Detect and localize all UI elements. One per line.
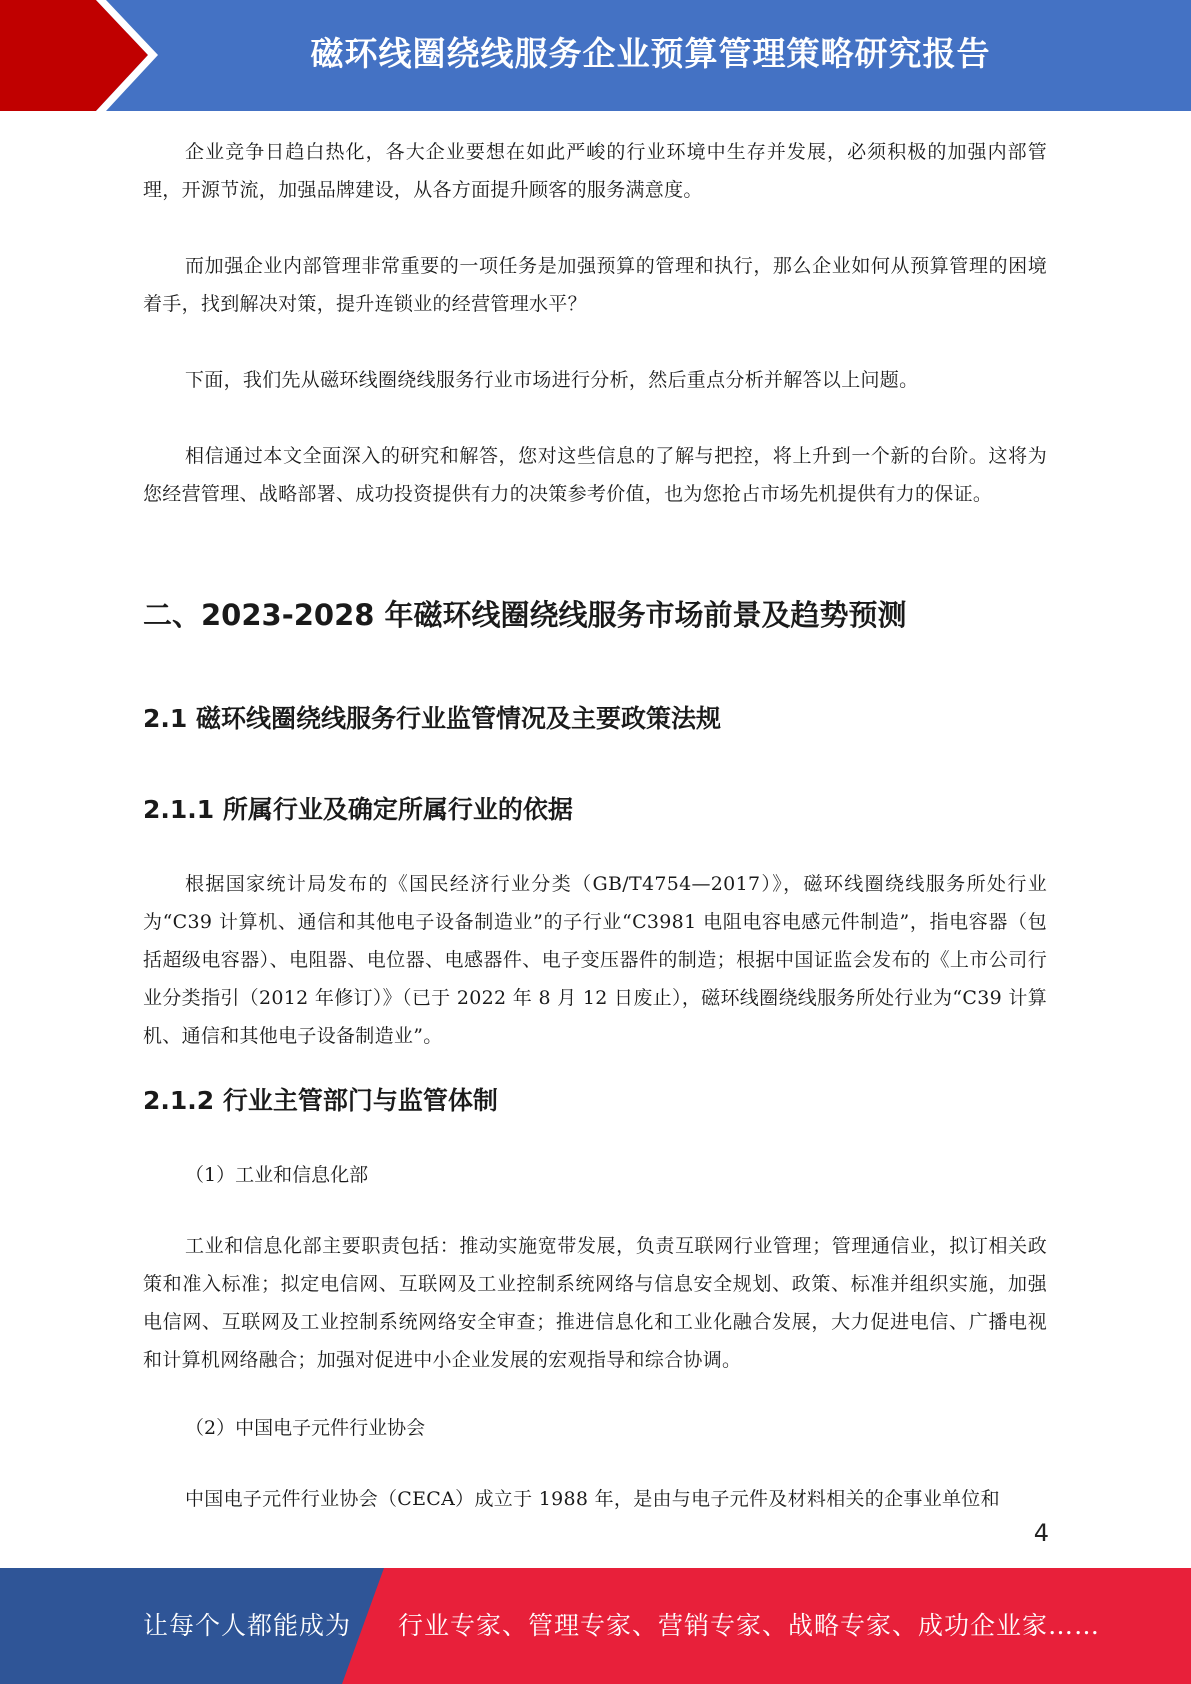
ceca-block	[143, 1480, 1047, 1518]
miit-duties-paragraph: 工业和信息化部主要职责包括：推动实施宽带发展，负责互联网行业管理；管理通信业，拟订相关政策和准入标准；拟定电信网、互联网及工业控制系统网络与信息安全规划、政策、标准并组织实施，加强电信网、互联网及工业控制系统网络安全审查；推进信息化和工业化融合发展，大力促进电信、广播电视和计算机网络融合；加强对促进中小企业发展的宏观指导和综合协调。	[143, 1235, 1047, 1371]
intro-paragraph: 下面，我们先从磁环线圈绕线服务行业市场进行分析，然后重点分析并解答以上问题。	[185, 369, 919, 391]
page-header	[0, 0, 1191, 111]
subsubsection-heading: 2.1.2 行业主管部门与监管体制	[143, 1086, 498, 1115]
intro-paragraph-2-block	[143, 247, 1047, 323]
intro-paragraph: 企业竞争日趋白热化，各大企业要想在如此严峻的行业环境中生存并发展，必须积极的加强内部管理，开源节流，加强品牌建设，从各方面提升顾客的服务满意度。	[143, 141, 1047, 201]
industry-basis-paragraph: 根据国家统计局发布的《国民经济行业分类（GB/T4754—2017）》，磁环线圈绕线服务所处行业为“C39 计算机、通信和其他电子设备制造业”的子行业“C3981 电阻电容电感元件制造”，指电容器（包括超级电容器）、电阻器、电位器、电感器件、电子变压器件的制造；根据中国证监会发布的《上市公司行业分类指引（2012 年修订）》（已于 2022 年 8 月 12 日废止），磁环线圈绕线服务所处行业为“C39 计算机、通信和其他电子设备制造业”。	[143, 873, 1047, 1047]
list-item-label: （2）中国电子元件行业协会	[185, 1417, 426, 1439]
page-footer	[0, 1568, 1191, 1684]
subsubsection-heading: 2.1.1 所属行业及确定所属行业的依据	[143, 795, 573, 824]
intro-paragraph-4-block	[143, 437, 1047, 513]
list-item-label: （1）工业和信息化部	[185, 1164, 369, 1186]
section-heading: 二、2023-2028 年磁环线圈绕线服务市场前景及趋势预测	[143, 598, 907, 632]
miit-duties-block	[143, 1227, 1047, 1379]
intro-paragraph: 而加强企业内部管理非常重要的一项任务是加强预算的管理和执行，那么企业如何从预算管理的困境着手，找到解决对策，提升连锁业的经营管理水平？	[143, 255, 1047, 315]
footer-slogan-left: 让每个人都能成为	[143, 1611, 352, 1640]
intro-paragraph: 相信通过本文全面深入的研究和解答，您对这些信息的了解与把控，将上升到一个新的台阶。这将为您经营管理、战略部署、成功投资提供有力的决策参考价值，也为您抢占市场先机提供有力的保证。	[143, 445, 1047, 505]
industry-basis-block	[143, 865, 1047, 1055]
subsection-heading: 2.1 磁环线圈绕线服务行业监管情况及主要政策法规	[143, 704, 721, 733]
intro-paragraph-1-block	[143, 133, 1047, 209]
ceca-paragraph: 中国电子元件行业协会（CECA）成立于 1988 年，是由与电子元件及材料相关的企事业单位和	[185, 1488, 1000, 1510]
footer-slogan-right: 行业专家、管理专家、营销专家、战略专家、成功企业家……	[398, 1611, 1101, 1640]
page-number: 4	[1033, 1519, 1049, 1547]
intro-paragraph-3-block	[143, 361, 1047, 399]
report-title: 磁环线圈绕线服务企业预算管理策略研究报告	[310, 34, 991, 73]
